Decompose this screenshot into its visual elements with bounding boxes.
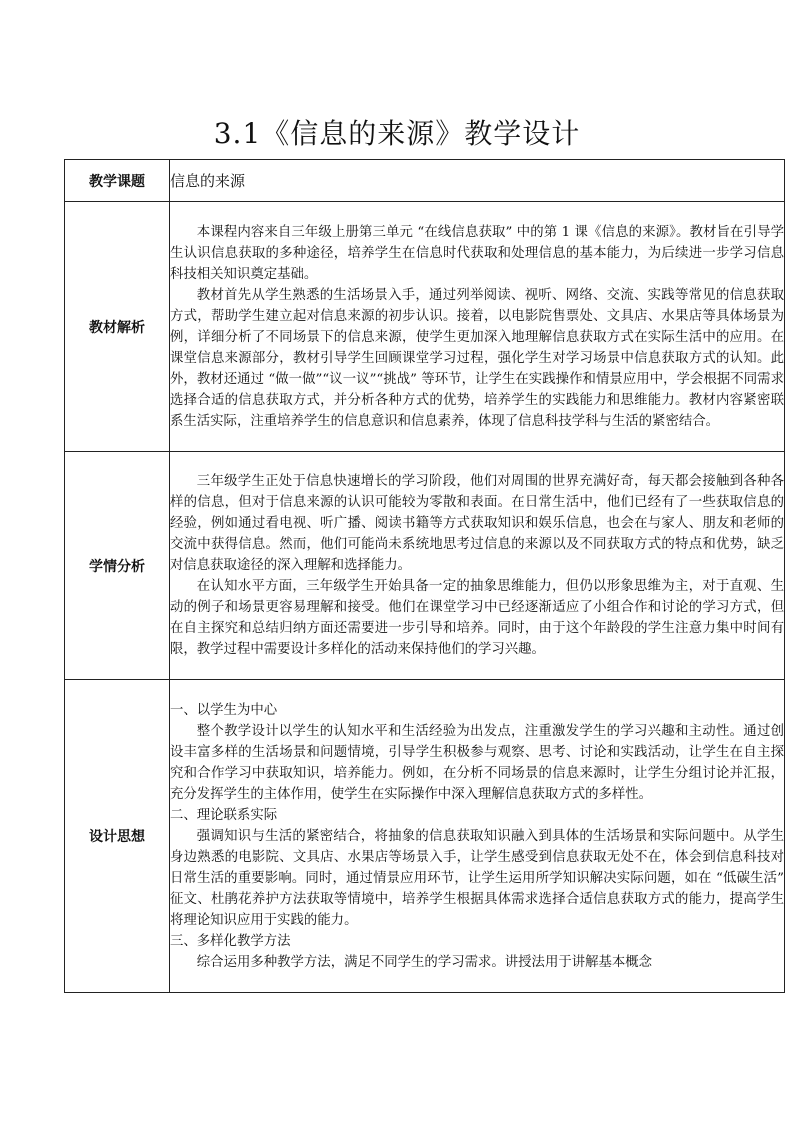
table-row-material (65, 202, 785, 452)
topic-label: 教学课题 (65, 160, 170, 202)
design-section-heading: 三、多样化教学方法 (170, 933, 291, 949)
design-section-text: 强调知识与生活的紧密结合，将抽象的信息获取知识融入到具体的生活场景和实际问题中。从学生身边熟悉的电影院、文具店、水果店等场景入手，让学生感受到信息获取无处不在，体会到信息科技对日常生活的重要影响。同时，通过情景应用环节，让学生运用所学知识解决实际问题，如在 “低碳生活” 征文、杜鹃花养护方法获取等情境中，培养学生根据具体需求选择合适信息获取方式的能力，提高学生将理论知识应用于实践的能力。 (170, 828, 784, 928)
material-content (170, 202, 785, 452)
table-row-topic (65, 160, 785, 202)
design-label: 设计思想 (65, 680, 170, 993)
students-paragraph: 在认知水平方面，三年级学生开始具备一定的抽象思维能力，但仍以形象思维为主，对于直观、生动的例子和场景更容易理解和接受。他们在课堂学习中已经逐渐适应了小组合作和讨论的学习方式，但在自主探究和总结归纳方面还需要进一步引导和培养。同时，由于这个年龄段的学生注意力集中时间有限，教学过程中需要设计多样化的活动来保持他们的学习兴趣。 (170, 579, 784, 657)
lesson-plan-table (64, 159, 785, 993)
table-row-students (65, 452, 785, 680)
design-content (170, 680, 785, 993)
page-title: 3.1《信息的来源》教学设计 (213, 117, 581, 150)
design-section-heading: 一、以学生为中心 (170, 702, 278, 718)
table-row-design (65, 680, 785, 993)
students-content (170, 452, 785, 680)
students-label: 学情分析 (65, 452, 170, 680)
design-section-text: 综合运用多种教学方法，满足不同学生的学习需求。讲授法用于讲解基本概念 (196, 954, 653, 970)
material-label: 教材解析 (65, 202, 170, 452)
material-paragraph: 教材首先从学生熟悉的生活场景入手，通过列举阅读、视听、网络、交流、实践等常见的信息获取方式，帮助学生建立起对信息来源的初步认识。接着，以电影院售票处、文具店、水果店等具体场景为例，详细分析了不同场景下的信息来源，使学生更加深入地理解信息获取方式在实际生活中的应用。在课堂信息来源部分，教材引导学生回顾课堂学习过程，强化学生对学习场景中信息获取方式的认知。此外，教材还通过 “做一做”“议一议”“挑战” 等环节，让学生在实践操作和情景应用中，学会根据不同需求选择合适的信息获取方式，并分析各种方式的优势，培养学生的实践能力和思维能力。教材内容紧密联系生活实际，注重培养学生的信息意识和信息素养，体现了信息科技学科与生活的紧密结合。 (170, 287, 784, 429)
material-paragraph: 本课程内容来自三年级上册第三单元 “在线信息获取” 中的第 1 课《信息的来源》。教材旨在引导学生认识信息获取的多种途径，培养学生在信息时代获取和处理信息的基本能力，为后续进一步学习信息科技相关知识奠定基础。 (170, 224, 784, 282)
topic-value: 信息的来源 (170, 160, 785, 202)
design-section-heading: 二、理论联系实际 (170, 807, 278, 823)
students-paragraph: 三年级学生正处于信息快速增长的学习阶段，他们对周围的世界充满好奇，每天都会接触到各种各样的信息，但对于信息来源的认识可能较为零散和表面。在日常生活中，他们已经有了一些获取信息的经验，例如通过看电视、听广播、阅读书籍等方式获取知识和娱乐信息，也会在与家人、朋友和老师的交流中获得信息。然而，他们可能尚未系统地思考过信息的来源以及不同获取方式的特点和优势，缺乏对信息获取途径的深入理解和选择能力。 (170, 474, 784, 573)
design-section-text: 整个教学设计以学生的认知水平和生活经验为出发点，注重激发学生的学习兴趣和主动性。通过创设丰富多样的生活场景和问题情境，引导学生积极参与观察、思考、讨论和实践活动，让学生在自主探究和合作学习中获取知识，培养能力。例如，在分析不同场景的信息来源时，让学生分组讨论并汇报，充分发挥学生的主体作用，使学生在实际操作中深入理解信息获取方式的多样性。 (170, 723, 784, 802)
